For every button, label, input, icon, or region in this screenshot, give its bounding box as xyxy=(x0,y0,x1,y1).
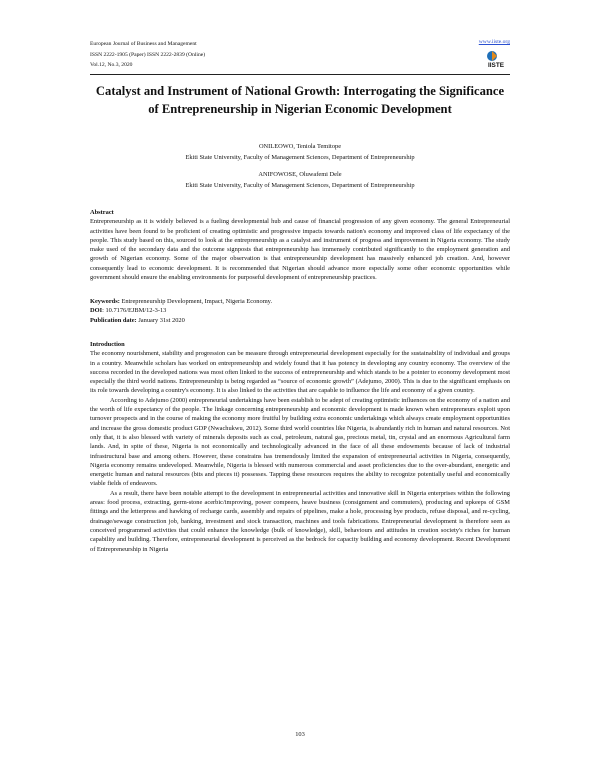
keywords-label: Keywords: xyxy=(90,298,120,305)
intro-paragraph: As a result, there have been notable attempt to the development in entrepreneurial activities and innovative skill in Nigeria enterprises within the following areas: food process, extracting, germ-stone acerbic/improving, power compeers, heave business (consignment and commuters), producing and upkeeps of GSM fittings and the letterpress and hawking of recharge cards, assembly and repairs of pipelines, make a hole, processing bye products, refuse disposal, and re-cycling, drainage/sewage construction job, banking, investment and stock transaction, machines and tools fabrications. Entrepreneurial development is therefore seen as conceived programmed activities that could enhance the knowledge (bulk of knowledge), skill, behaviours and attitudes in creation society's riches for human capability and building. Therefore, entrepreneurial development is perceived as the bedrock for capacity building and economy development. Recent Development of Entrepreneurship in Nigeria xyxy=(90,489,510,553)
keywords-line xyxy=(90,297,510,306)
metadata-block xyxy=(90,297,510,325)
author-affiliation: Ekiti State University, Faculty of Management Sciences, Department of Entrepreneurship xyxy=(185,181,415,189)
header-rule xyxy=(90,74,510,75)
pubdate-line xyxy=(90,316,510,325)
page-number: 103 xyxy=(295,731,305,738)
paper-title: Catalyst and Instrument of National Growth: Interrogating the Significance of Entrepreneurship in Nigerian Economic Development xyxy=(95,84,505,116)
intro-paragraph: The economy nourishment, stability and progression can be measure through entrepreneurial development especially for the sustainability of individual and groups in a country. Meanwhile scholars has worked on entrepreneurship and widely found that it has potency in developing any country economy. The overview of the success recorded in the developed nations was most often linked to the success of entrepreneurship and which stands to be a pointer to economy development most especially the third world nations. Entrepreneurship is being regarded as “source of economic growth” (Adejumo, 2000). This is due to the significant emphasis on its role towards developing a country's economy. It is also linked to the activities that are capable to influence the life and economy of a given country. xyxy=(90,350,510,395)
author-name: ANIFOWOSE, Oluwafemi Dele xyxy=(258,171,342,178)
journal-header xyxy=(90,39,205,71)
author-affiliation: Ekiti State University, Faculty of Management Sciences, Department of Entrepreneurship xyxy=(185,153,415,161)
doi-label: DOI xyxy=(90,307,103,315)
keywords-text: Entrepreneurship Development, Impact, Nigeria Economy. xyxy=(121,298,273,305)
logo-text: IISTE xyxy=(488,62,504,69)
volume-info: Vol.12, No.3, 2020 xyxy=(90,62,133,68)
introduction-heading: Introduction xyxy=(90,341,125,348)
author-block-1 xyxy=(90,142,510,163)
abstract-section xyxy=(90,208,510,282)
pubdate-label: Publication date: xyxy=(90,316,137,324)
author-block-2 xyxy=(90,170,510,191)
introduction-section xyxy=(90,340,510,554)
intro-paragraph: According to Adejumo (2000) entrepreneurial undertakings have been establish to be adept of creating optimistic influences on the economy of a nation and the worth of life expectancy of the people. The linkage concerning entrepreneurship and economic development is made known when entrepreneurs exploit upon turnover prospects and in the course of making the economy more fruitful by building extra economic undertakings which always create employment opportunities and increase the gross domestic product GDP (Nwachukwu, 2012). Some third world countries like Nigeria, is abundantly rich in human and natural resources. Not only that, it is also blessed with variety of minerals deposits such as coal, petroleum, natural gas, precious metal, tin, crystal and an enormous Agricultural farm lands. And, in spite of these, Nigeria is not economically and technologically advanced in the face of all these endowments because of lack of industrial infrastructural base and among others. However, these constrains has tremendously limited the expansion of entrepreneurial activities in Nigeria, consequently, Nigeria economy remains undeveloped. Meanwhile, Nigeria is blessed with numerous commercial and asset proficiencies due to the over-abundant, energetic and energetic human and natural resources (bits and pieces it) possesses. Tapping these resources requires the ability to recognize potentially useful and economically viable fields of endeavors. xyxy=(90,396,510,488)
doi-text: : 10.7176/EJBM/12-3-13 xyxy=(102,307,167,315)
doi-line xyxy=(90,306,510,315)
issn: ISSN 2222-1905 (Paper) ISSN 2222-2839 (Online) xyxy=(90,51,206,58)
abstract-heading: Abstract xyxy=(90,209,114,216)
iiste-logo xyxy=(484,49,508,71)
author-name: ONILEOWO, Teniola Temitope xyxy=(258,143,342,150)
abstract-text: Entrepreneurship as it is widely believed is a fueling developmental hub and cause of financial progression of any given economy. The general Entrepreneurial activities have been found to be proficient of creating optimistic and progressive impacts towards nation's economy and improved class of life expectancy of the people. This study based on this, sourced to look at the entrepreneurship as a catalyst and instrument of progress and improvement in Nigeria economy. The study make used of the secondary data and the outcome signposts that entrepreneurship has immensely contributed significantly to the employment generation and growth of Nigerian economy. Some of the major observation is that entrepreneurship development has massively enhanced job creation. And, however consequently lead to economic development. It is recommended that Nigerian should advance more especially some other economic opportunities while government should ensure the enabling environments for purposeful development of entrepreneurship practices. xyxy=(90,218,510,282)
journal-name: European Journal of Business and Management xyxy=(90,41,197,47)
journal-url-link[interactable]: www.iiste.org xyxy=(478,39,510,45)
pubdate-text: January 31st 2020 xyxy=(138,316,185,324)
